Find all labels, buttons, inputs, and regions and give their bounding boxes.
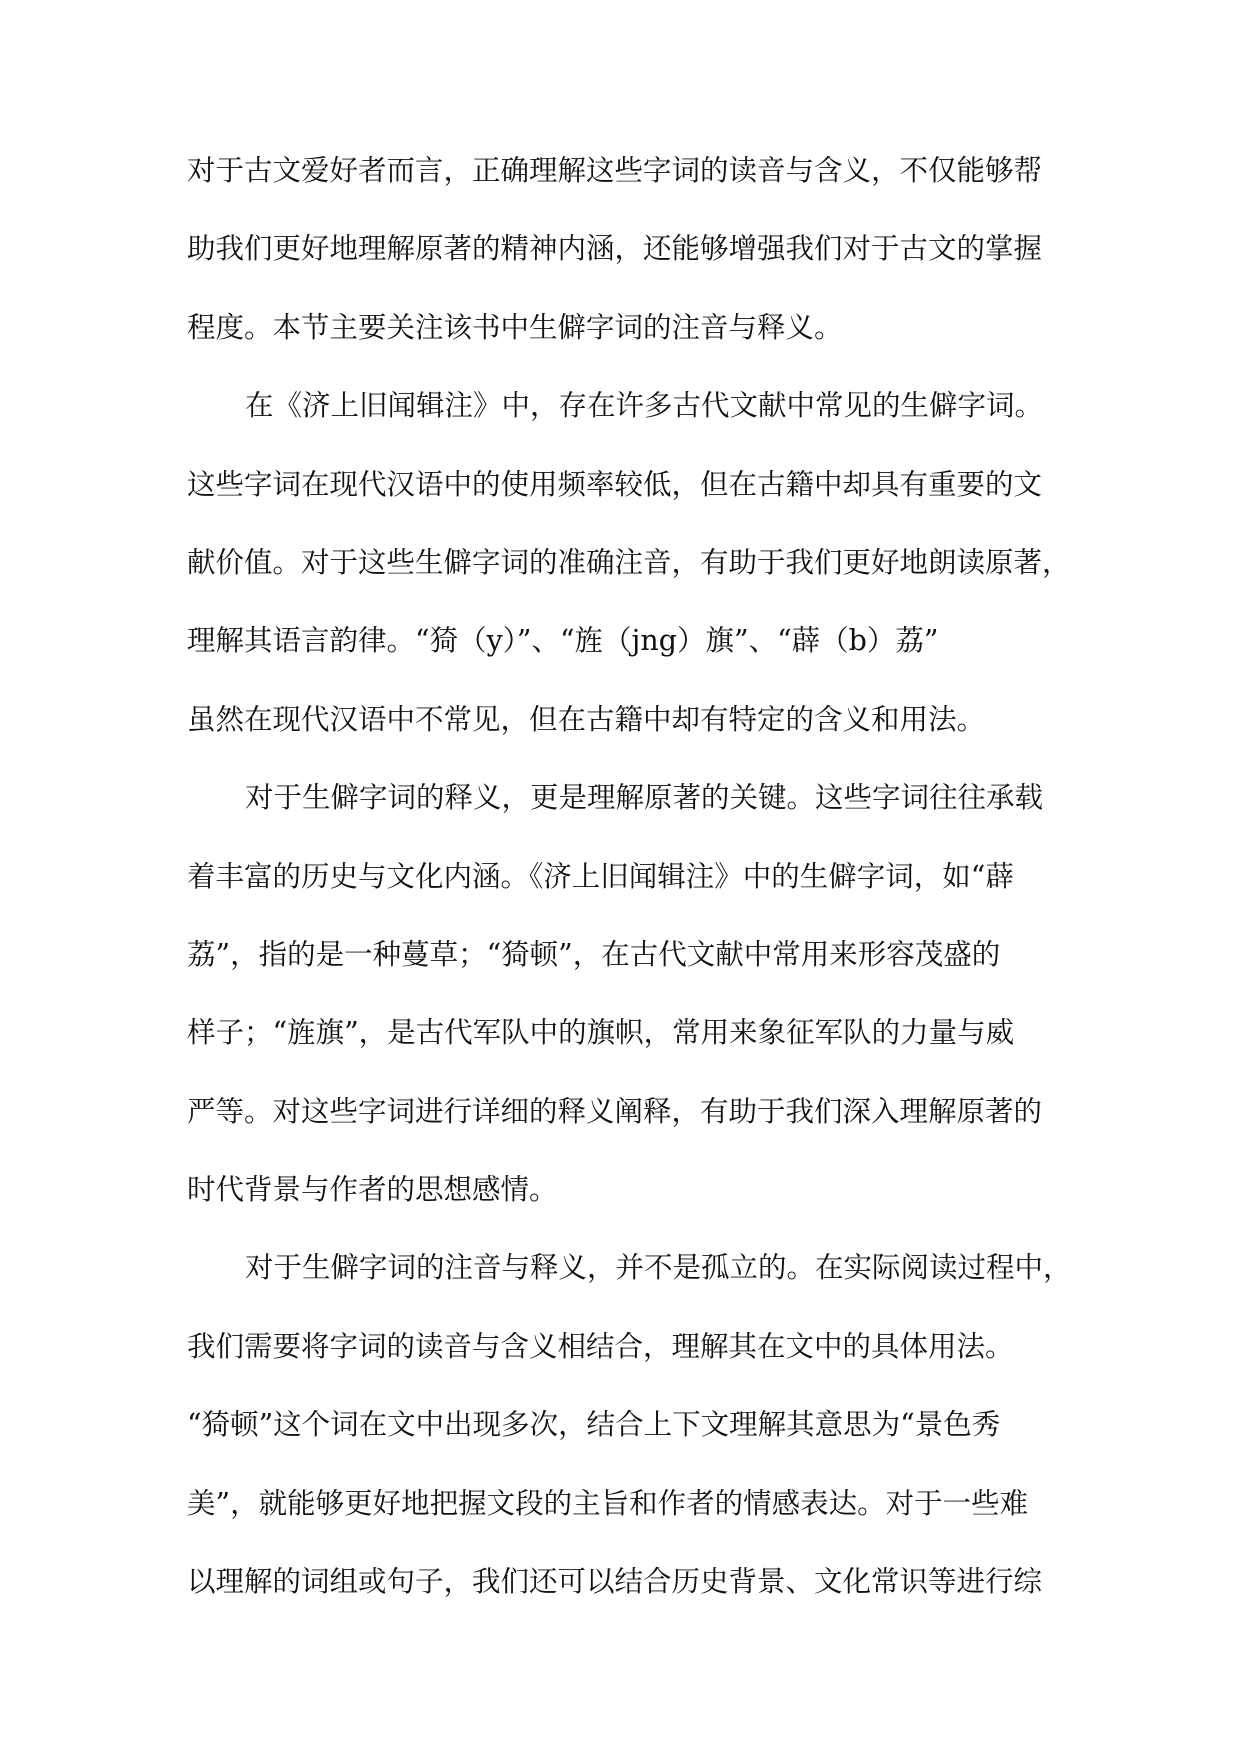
text-line: 着丰富的历史与文化内涵。《济上旧闻辑注》中的生僻字词，如“薜: [187, 859, 1014, 893]
body-text: [187, 145, 1072, 1634]
text-line: 程度。本节主要关注该书中生僻字词的注音与释义。: [187, 310, 843, 344]
text-line: 这些字词在现代汉语中的使用频率较低，但在古籍中却具有重要的文: [187, 467, 1043, 501]
text-line: 对于生僻字词的释义，更是理解原著的关键。这些字词往往承载: [245, 781, 1044, 815]
text-line: 虽然在现代汉语中不常见，但在古籍中却有特定的含义和用法。: [187, 702, 986, 736]
text-line: 献价值。对于这些生僻字词的准确注音，有助于我们更好地朗读原著，: [187, 545, 1071, 579]
text-line: 在《济上旧闻辑注》中，存在许多古代文献中常见的生僻字词。: [245, 389, 1044, 423]
text-line: 样子；“旌旗”，是古代军队中的旗帜，常用来象征军队的力量与威: [187, 1016, 1015, 1050]
text-line: 严等。对这些字词进行详细的释义阐释，有助于我们深入理解原著的: [187, 1094, 1043, 1128]
text-line: “猗顿”这个词在文中出现多次，结合上下文理解其意思为“景色秀: [187, 1408, 1001, 1442]
text-line: 对于生僻字词的注音与释义，并不是孤立的。在实际阅读过程中，: [245, 1251, 1072, 1285]
text-line: 助我们更好地理解原著的精神内涵，还能够增强我们对于古文的掌握: [187, 232, 1043, 266]
text-line: 以理解的词组或句子，我们还可以结合历史背景、文化常识等进行综: [187, 1565, 1043, 1599]
text-line: 荔”，指的是一种蔓草；“猗顿”，在古代文献中常用来形容茂盛的: [187, 937, 1001, 971]
text-line: 理解其语言韵律。“猗（y）”、“旌（jng）旗”、“薜（b）荔”: [187, 624, 939, 658]
text-line: 我们需要将字词的读音与含义相结合，理解其在文中的具体用法。: [187, 1329, 1014, 1363]
text-line: 对于古文爱好者而言，正确理解这些字词的读音与含义，不仅能够帮: [187, 154, 1043, 187]
text-line: 美”，就能够更好地把握文段的主旨和作者的情感表达。对于一些难: [187, 1486, 1029, 1520]
text-line: 时代背景与作者的思想感情。: [187, 1173, 558, 1207]
